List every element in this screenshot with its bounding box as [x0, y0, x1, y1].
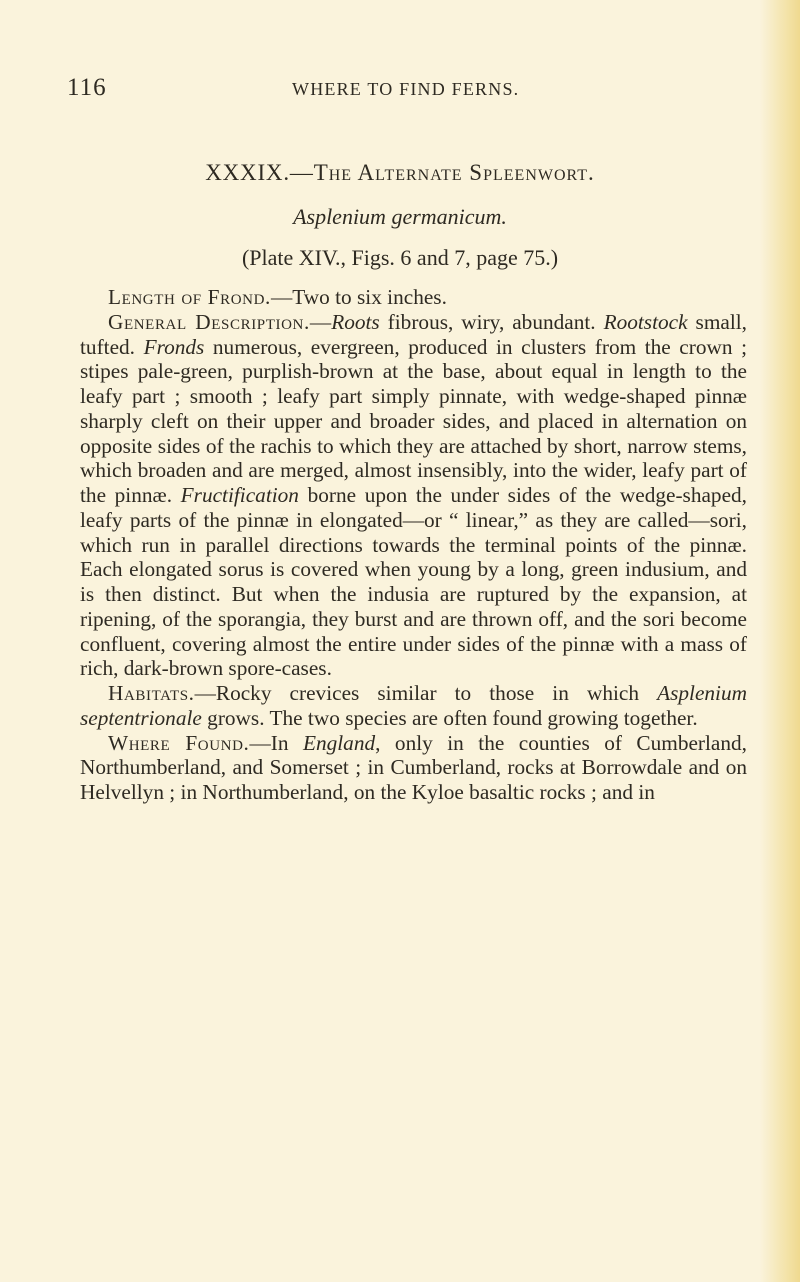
fronds-label: Fronds	[143, 334, 205, 359]
where-found-text-after: , only in the counties of Cumberland, Northumberland, and Somerset ; in Cumberland, rocks at Borrowdale and on Helvellyn ; in Northumberland, on the Kyloe basaltic rocks ; and in	[80, 730, 747, 804]
habitats-paragraph	[80, 681, 747, 731]
description-paragraph	[80, 310, 747, 681]
habitats-heading: Habitats.	[108, 681, 195, 705]
latin-name: Asplenium germanicum.	[293, 204, 507, 229]
running-head	[67, 74, 747, 110]
fructification-label: Fructification	[180, 483, 299, 507]
chapter-dash: —	[289, 160, 314, 185]
page-number: 116	[67, 74, 107, 101]
where-found-heading: Where Found.	[108, 730, 250, 755]
fronds-text: numerous, evergreen, produced in clusters from the crown ; stipes pale-green, purplish-brown at the base, about equal in length to the leafy part ; smooth ; leafy part simply pinnate, with wedge-shaped pinnæ sharply cleft on their upper and broader sides, and placed in alternation on opposite sides of the rachis to which they are attached by short, narrow stems, which broaden and are merged, almost insensibly, into the wider, leafy part of the pinnæ.	[80, 334, 748, 507]
length-heading: Length of Frond.	[108, 285, 271, 309]
rootstock-label: Rootstock	[603, 309, 688, 334]
where-found-text-before: —In	[249, 730, 303, 755]
habitats-text-before: —Rocky crevices similar to those in which	[194, 681, 658, 705]
body-text	[80, 285, 747, 805]
roots-label: Roots	[331, 309, 380, 334]
running-title: WHERE TO FIND FERNS.	[292, 79, 520, 99]
page-edge-shading	[760, 0, 800, 1282]
chapter-title	[0, 160, 800, 186]
habitats-text-after: grows. The two species are often found growing together.	[201, 705, 698, 730]
chapter-name: The Alternate Spleenwort.	[313, 160, 595, 185]
rootstock-text: small, tufted.	[80, 309, 747, 359]
description-dash: —	[309, 309, 332, 334]
fructification-text: borne upon the under sides of the wedge-shaped, leafy parts of the pinnæ in elongated—or “ linear,” as they are called—sori, which run in parallel directions towards the terminal points of the pinnæ. Each elongated sorus is covered when young by a long, green indusium, and is then distinct. But when the indusia are ruptured by the expansion, at ripening, of the sporangia, they burst and are thrown off, and the sori become confluent, covering almost the entire under sides of the pinnæ with a mass of rich, dark-brown spore-cases.	[80, 483, 747, 681]
chapter-number: XXXIX.	[205, 160, 290, 185]
habitats-species: Asplenium septentrionale	[80, 681, 747, 730]
description-heading: General Description.	[108, 309, 310, 334]
where-found-paragraph	[80, 731, 747, 805]
length-paragraph	[80, 285, 747, 310]
plate-reference: (Plate XIV., Figs. 6 and 7, page 75.)	[241, 245, 559, 270]
length-text: —Two to six inches.	[270, 285, 447, 309]
roots-text: fibrous, wiry, abundant.	[379, 309, 604, 334]
where-found-country: England	[302, 730, 376, 755]
